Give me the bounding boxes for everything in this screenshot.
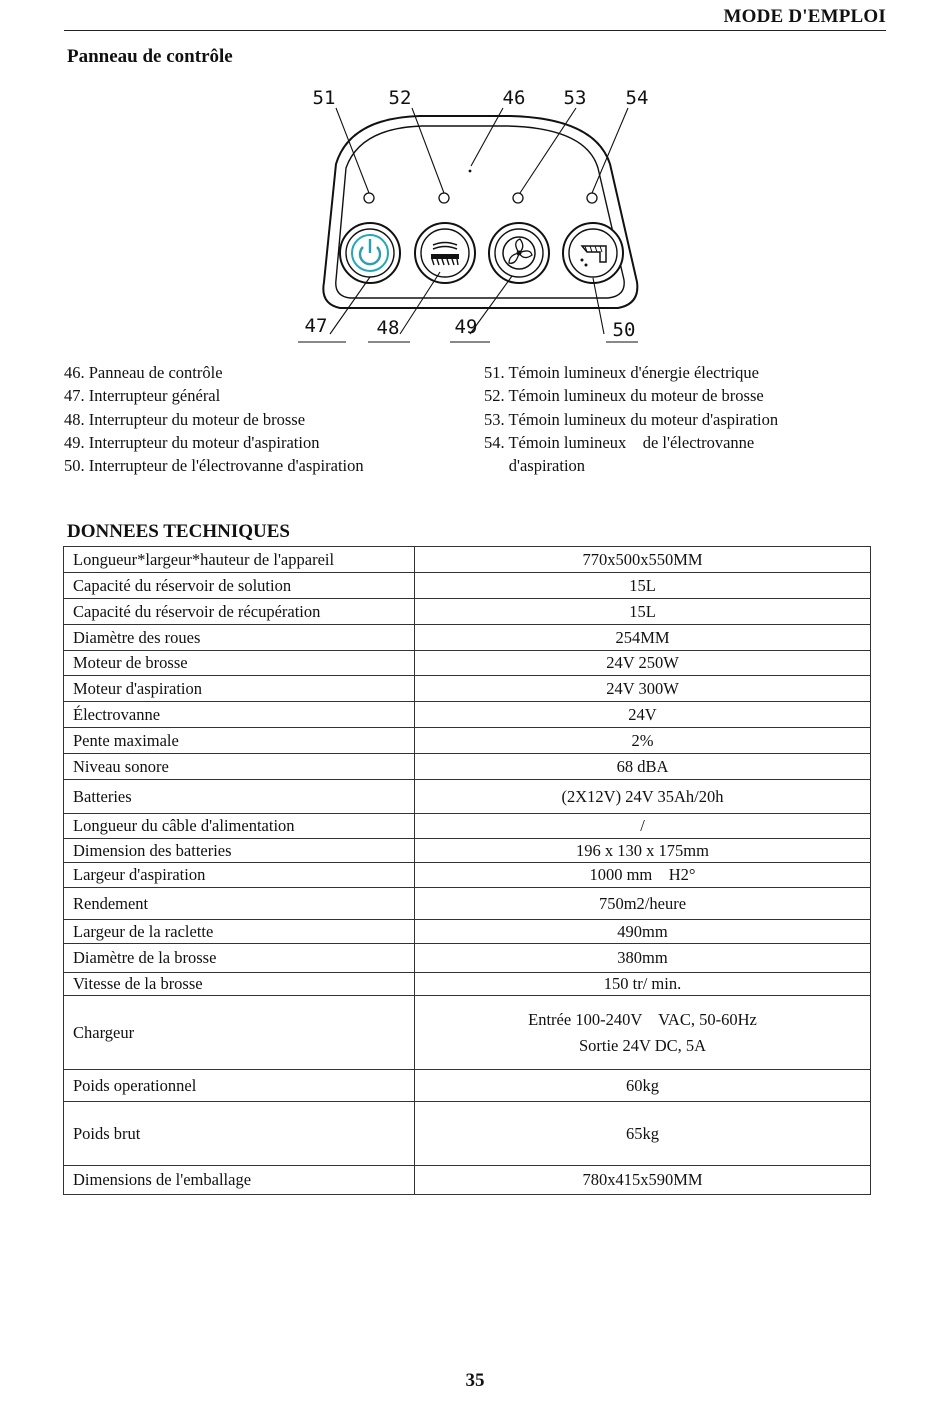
- spec-value: 60kg: [415, 1070, 871, 1102]
- page-header: [64, 4, 886, 31]
- spec-label: Longueur du câble d'alimentation: [64, 814, 415, 839]
- vacuum-motor-switch: [489, 223, 549, 283]
- legend-item: 53. Témoin lumineux du moteur d'aspiration: [484, 409, 779, 429]
- callout-48: 48: [376, 317, 400, 339]
- spec-label: Pente maximale: [64, 728, 415, 754]
- table-row: [64, 702, 871, 728]
- table-row: [64, 944, 871, 973]
- legend-item: 48. Interrupteur du moteur de brosse: [64, 409, 306, 429]
- table-row: [64, 888, 871, 920]
- table-row: [64, 625, 871, 651]
- spec-value: 254MM: [415, 625, 871, 651]
- spec-value: 15L: [415, 599, 871, 625]
- spec-label: Diamètre de la brosse: [64, 944, 415, 973]
- brush-motor-switch: [415, 223, 475, 283]
- legend-item: 49. Interrupteur du moteur d'aspiration: [64, 432, 320, 452]
- spec-label: Chargeur: [64, 996, 415, 1070]
- spec-label: Poids operationnel: [64, 1070, 415, 1102]
- spec-value: 1000 mm H2°: [415, 863, 871, 888]
- page-number: 35: [465, 1370, 485, 1391]
- spec-value: 15L: [415, 573, 871, 599]
- callout-54: 54: [625, 87, 649, 109]
- table-row: [64, 1070, 871, 1102]
- spec-label: Dimension des batteries: [64, 839, 415, 863]
- spec-label: Diamètre des roues: [64, 625, 415, 651]
- charger-output: Sortie 24V DC, 5A: [578, 1035, 707, 1055]
- legend-item: 47. Interrupteur général: [64, 386, 221, 406]
- tech-specs-table: [63, 546, 871, 1195]
- spec-label: Batteries: [64, 780, 415, 814]
- panel-title: Panneau de contrôle: [67, 46, 233, 67]
- legend-left: [64, 361, 364, 477]
- spec-value: 490mm: [415, 920, 871, 944]
- spec-label: Poids brut: [64, 1102, 415, 1166]
- callout-52: 52: [388, 87, 412, 109]
- legend-item: 46. Panneau de contrôle: [64, 363, 223, 382]
- legend-item: 54. Témoin lumineux de l'électrovanne: [484, 432, 755, 452]
- table-row: [64, 599, 871, 625]
- spec-value: 24V 300W: [415, 676, 871, 702]
- legend-item: 50. Interrupteur de l'électrovanne d'aspiration: [64, 456, 364, 476]
- spec-label: Dimensions de l'emballage: [64, 1166, 415, 1195]
- spec-label: Largeur d'aspiration: [64, 863, 415, 888]
- callout-47: 47: [304, 315, 328, 337]
- table-row: [64, 814, 871, 839]
- table-row: [64, 863, 871, 888]
- spec-value: 196 x 130 x 175mm: [415, 839, 871, 863]
- callout-50: 50: [612, 319, 636, 341]
- power-switch: [340, 223, 400, 283]
- callout-46: 46: [502, 87, 526, 109]
- spec-value: 68 dBA: [415, 754, 871, 780]
- table-row: [64, 973, 871, 996]
- header-title: MODE D'EMPLOI: [723, 6, 886, 27]
- table-row: [64, 754, 871, 780]
- spec-label: Électrovanne: [64, 702, 415, 728]
- table-row: [64, 996, 871, 1070]
- table-row: [64, 547, 871, 573]
- spec-value: 65kg: [415, 1102, 871, 1166]
- spec-value: 780x415x590MM: [415, 1166, 871, 1195]
- callout-49: 49: [454, 316, 478, 338]
- charger-input: Entrée 100-240V VAC, 50-60Hz: [528, 1009, 757, 1029]
- spec-value: 2%: [415, 728, 871, 754]
- spec-value: [415, 996, 871, 1070]
- legend-right: [484, 361, 778, 477]
- tech-title: DONNEES TECHNIQUES: [67, 521, 290, 542]
- callout-53: 53: [563, 87, 587, 109]
- valve-switch: [563, 223, 623, 283]
- spec-value: 24V: [415, 702, 871, 728]
- spec-value: 380mm: [415, 944, 871, 973]
- spec-label: Capacité du réservoir de solution: [64, 573, 415, 599]
- spec-label: Niveau sonore: [64, 754, 415, 780]
- spec-label: Capacité du réservoir de récupération: [64, 599, 415, 625]
- spec-value: 24V 250W: [415, 651, 871, 676]
- spec-label: Largeur de la raclette: [64, 920, 415, 944]
- table-row: [64, 839, 871, 863]
- table-row: [64, 676, 871, 702]
- table-row: [64, 1102, 871, 1166]
- table-row: [64, 728, 871, 754]
- legend-item: 51. Témoin lumineux d'énergie électrique: [484, 363, 759, 382]
- spec-value: 770x500x550MM: [415, 547, 871, 573]
- table-row: [64, 651, 871, 676]
- control-panel-diagram: [290, 82, 650, 347]
- spec-label: Vitesse de la brosse: [64, 973, 415, 996]
- spec-value: 750m2/heure: [415, 888, 871, 920]
- spec-label: Longueur*largeur*hauteur de l'appareil: [64, 547, 415, 573]
- spec-label: Moteur de brosse: [64, 651, 415, 676]
- legend-item: 52. Témoin lumineux du moteur de brosse: [484, 386, 764, 406]
- spec-value: 150 tr/ min.: [415, 973, 871, 996]
- spec-label: Rendement: [64, 888, 415, 920]
- table-row: [64, 1166, 871, 1195]
- spec-value: (2X12V) 24V 35Ah/20h: [415, 780, 871, 814]
- legend-item: d'aspiration: [484, 456, 586, 476]
- callout-51: 51: [312, 87, 336, 109]
- table-row: [64, 780, 871, 814]
- spec-label: Moteur d'aspiration: [64, 676, 415, 702]
- table-row: [64, 920, 871, 944]
- spec-value: /: [415, 814, 871, 839]
- table-row: [64, 573, 871, 599]
